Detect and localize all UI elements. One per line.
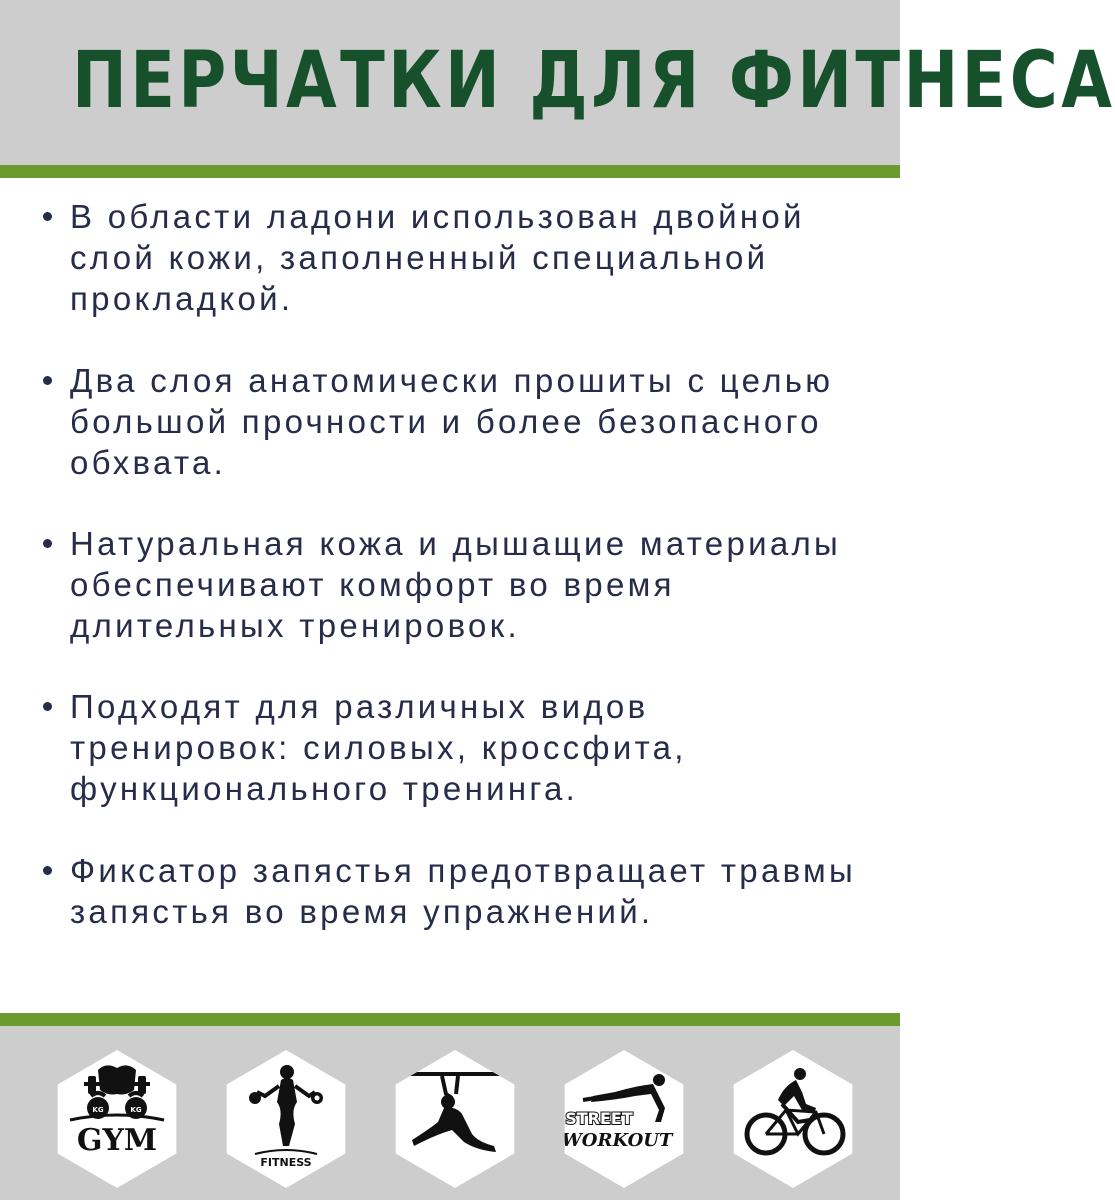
bullet-item <box>70 850 880 932</box>
bullet-dot <box>43 539 52 548</box>
footer <box>0 1026 900 1200</box>
bullet-dot <box>43 212 52 221</box>
bullet-item <box>70 523 880 646</box>
cyclist-svg <box>724 1050 862 1188</box>
bullet-text: Подходят для различных видов тренировок: силовых, кроссфита, функционального тренинга. <box>70 688 687 807</box>
features-list <box>0 178 900 1013</box>
street-text: STREET <box>565 1109 633 1128</box>
bullet-text: В области ладони использован двойной слой кожи, заполненный специальной прокладкой. <box>70 198 805 317</box>
street-workout-svg <box>555 1050 693 1188</box>
bullet-item <box>70 686 880 809</box>
kettlebell-label: KG <box>130 1106 142 1114</box>
gym-logo-svg <box>48 1050 186 1188</box>
fitness-logo-svg <box>217 1050 355 1188</box>
bullet-text: Фиксатор запястья предотвращает травмы запястья во время упражнений. <box>70 852 857 930</box>
fitness-text: FITNESS <box>260 1156 312 1169</box>
bottom-divider <box>0 1013 900 1026</box>
bullet-dot <box>43 866 52 875</box>
workout-text: WORKOUT <box>561 1130 673 1151</box>
top-divider <box>0 165 900 178</box>
pull-up-svg <box>386 1050 524 1188</box>
bullet-item <box>70 196 880 319</box>
bullet-dot <box>43 376 52 385</box>
bullet-text: Натуральная кожа и дышащие материалы обеспечивают комфорт во время длительных тренировок. <box>70 525 842 644</box>
fitness-logo-icon <box>217 1050 355 1188</box>
bullet-item <box>70 360 880 483</box>
page-title: ПЕРЧАТКИ ДЛЯ ФИТНЕСА <box>72 36 1115 126</box>
gym-logo-icon <box>48 1050 186 1188</box>
kettlebell-label: KG <box>92 1106 104 1114</box>
cyclist-icon <box>724 1050 862 1188</box>
gym-text: GYM <box>76 1123 158 1158</box>
bullet-text: Два слоя анатомически прошиты с целью большой прочности и более безопасного обхвата. <box>70 362 834 481</box>
bullet-dot <box>43 702 52 711</box>
pull-up-icon <box>386 1050 524 1188</box>
street-workout-icon <box>555 1050 693 1188</box>
header <box>0 0 1115 165</box>
